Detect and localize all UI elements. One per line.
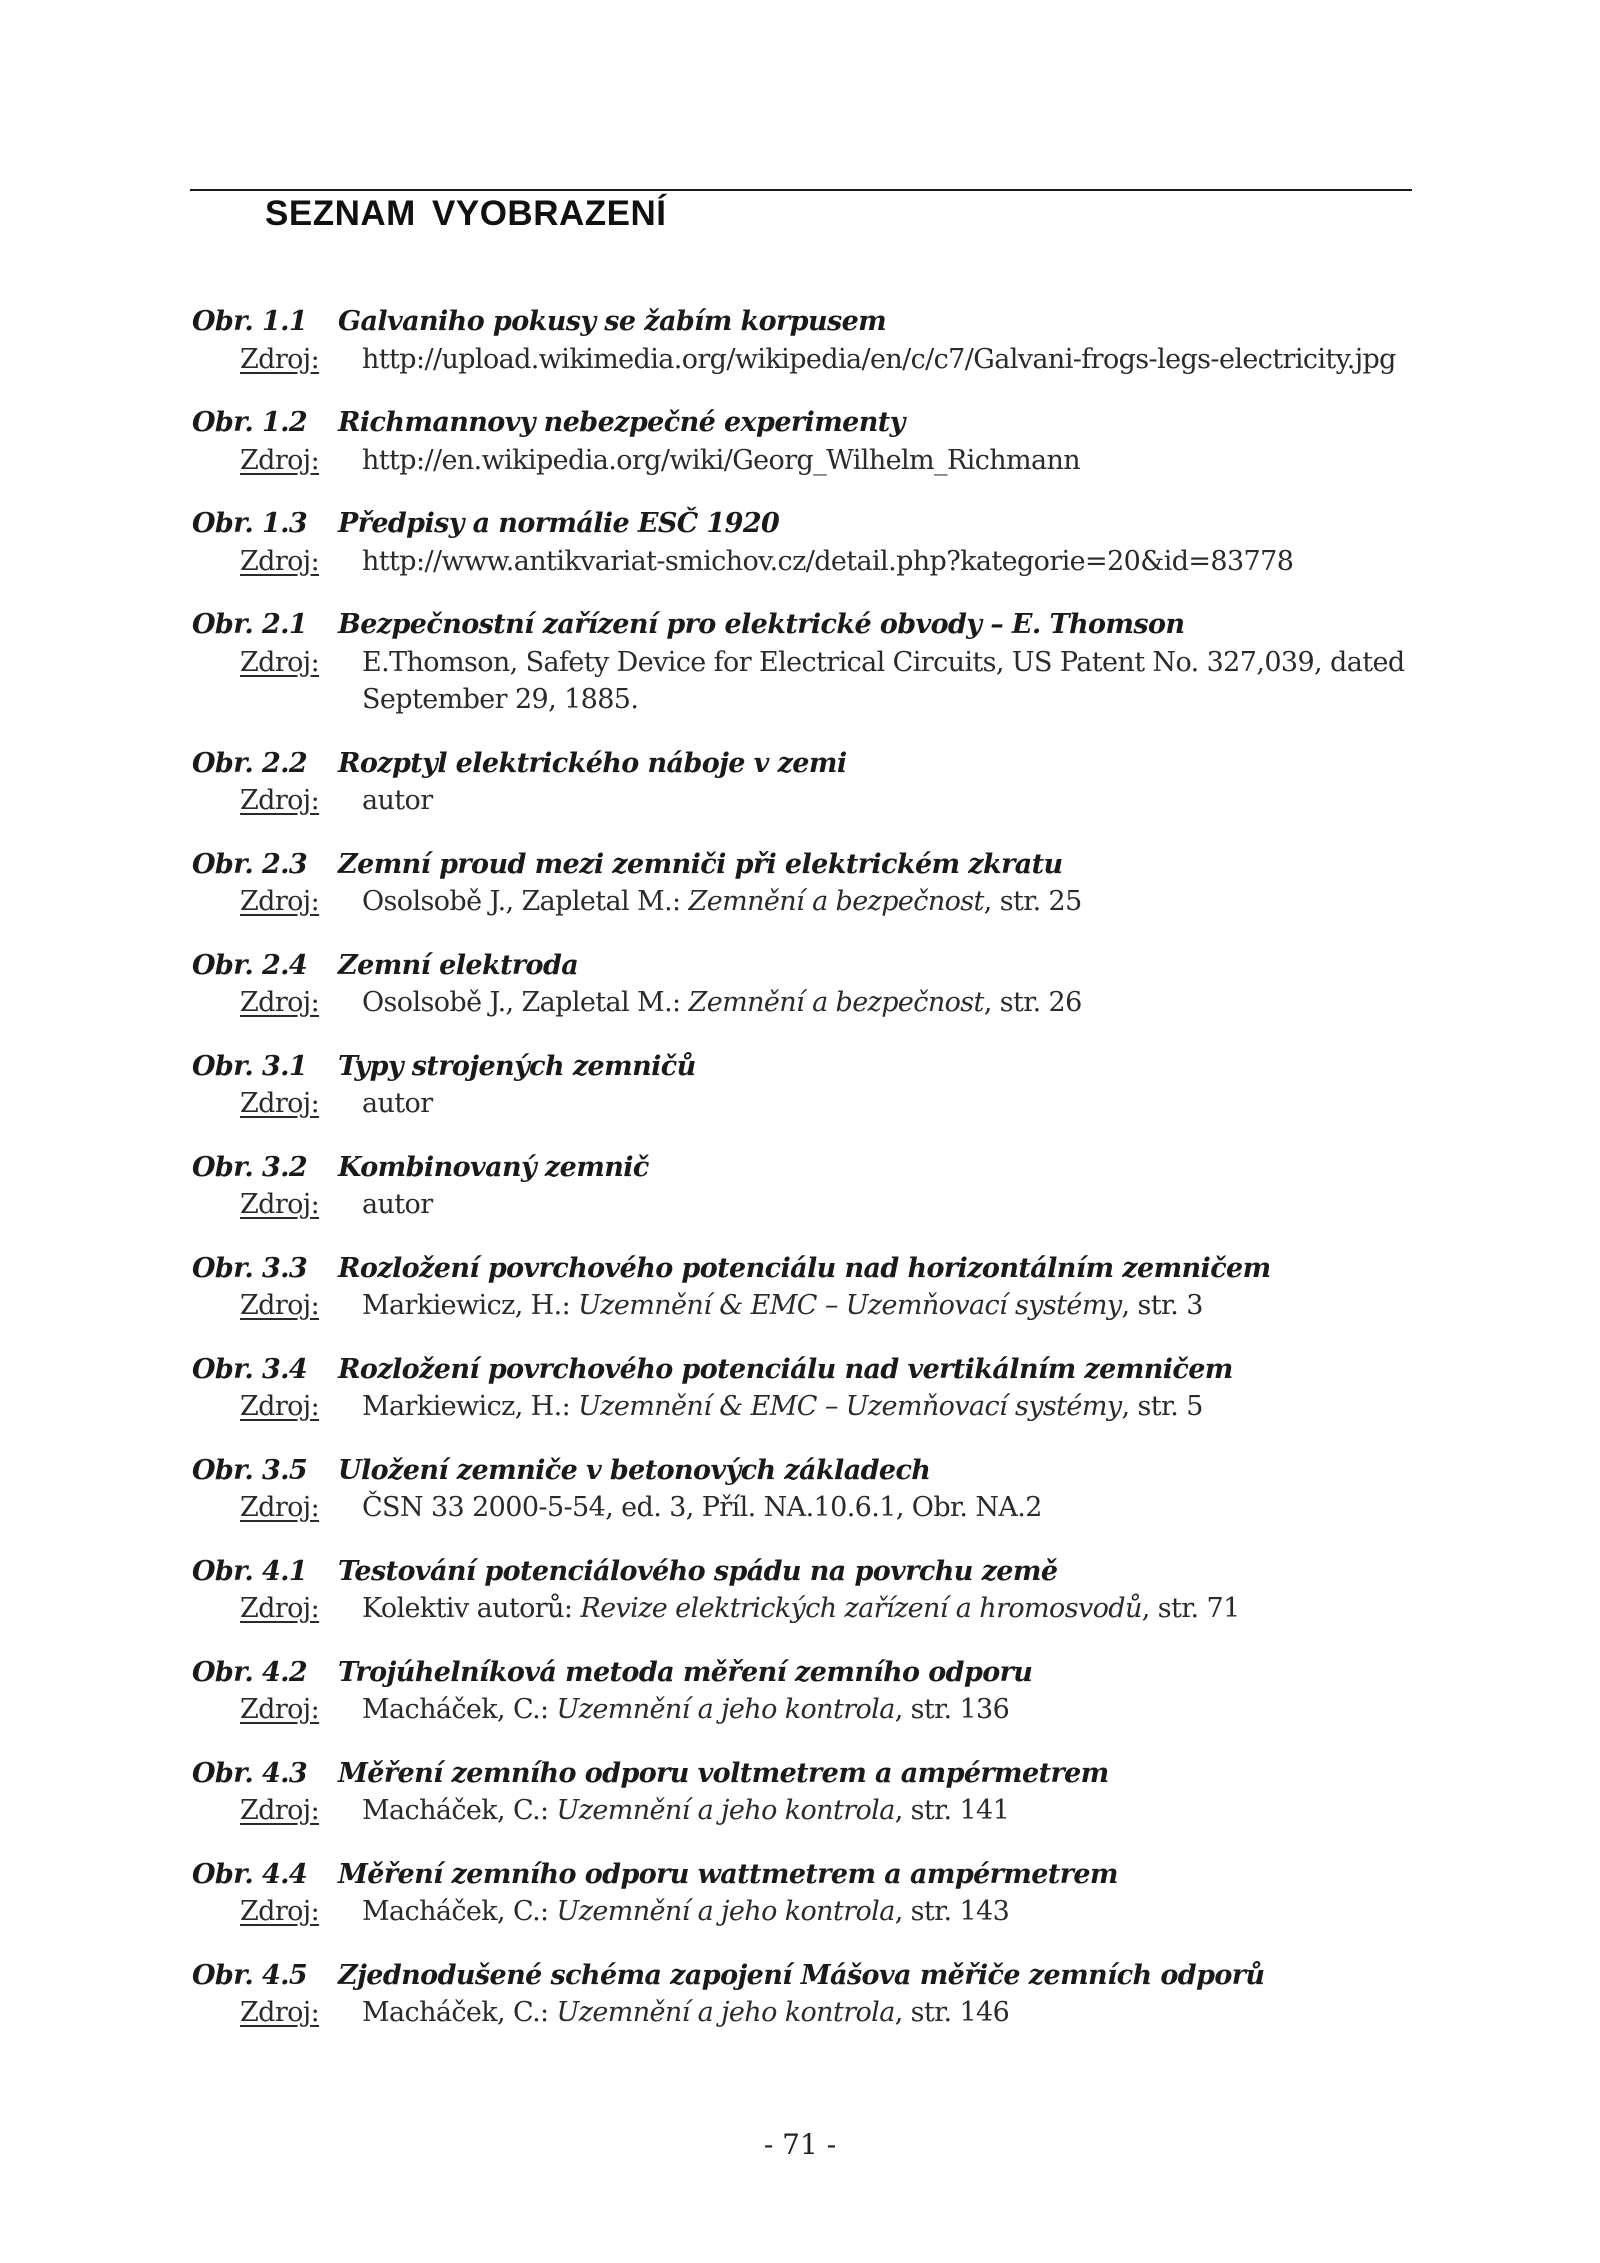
figure-heading [192,1452,1422,1490]
figure-title: Zemní elektroda [338,949,579,981]
figure-entry [192,1452,1422,1527]
figure-title: Bezpečnostní zařízení pro elektrické obvody – E. Thomson [338,609,1185,640]
figure-number: Obr. 4.3 [192,1757,308,1789]
figure-heading [192,1957,1422,1995]
figure-source [192,1994,1422,2032]
source-label: Zdroj: [240,646,320,678]
source-text [362,442,1422,480]
page-number: - 71 - [763,2128,837,2161]
figure-title: Typy strojených zemničů [338,1050,696,1082]
source-text-part: http://upload.wikimedia.org/wikipedia/en/c/c7/Galvani-frogs-legs-electricity.jpg [362,343,1396,375]
figure-source [192,883,1422,921]
figure-entry [192,1553,1422,1628]
figure-entry [192,606,1422,719]
figure-source [192,1590,1422,1628]
source-text-part: http://www.antikvariat-smichov.cz/detail.php?kategorie=20&id=83778 [362,545,1294,577]
figure-heading [192,1755,1422,1793]
figure-number: Obr. 1.1 [192,306,308,337]
figure-heading [192,1654,1422,1692]
figure-number: Obr. 3.4 [192,1353,308,1385]
figure-number: Obr. 3.5 [192,1454,308,1486]
source-text [362,782,1422,820]
figure-heading [192,745,1422,783]
figure-entry [192,947,1422,1022]
source-text [362,984,1422,1022]
figure-number: Obr. 2.4 [192,949,308,981]
source-label: Zdroj: [240,545,320,577]
source-title-italic: Zemnění a bezpečnost [688,987,984,1018]
source-text-part: ČSN 33 2000-5-54, ed. 3, Příl. NA.10.6.1, Obr. NA.2 [362,1492,1042,1523]
source-label: Zdroj: [240,1795,320,1826]
figure-entry [192,1048,1422,1123]
source-text [362,883,1422,921]
figure-heading [192,1149,1422,1187]
figure-number: Obr. 4.4 [192,1858,308,1890]
source-text-part: Macháček, C.: [362,1795,557,1826]
figure-source [192,644,1422,719]
figure-source [192,1085,1422,1123]
figure-entry [192,846,1422,921]
source-label: Zdroj: [240,1896,320,1927]
figure-number: Obr. 3.3 [192,1252,308,1284]
source-title-italic: Uzemnění a jeho kontrola [556,1896,895,1927]
figure-number: Obr. 4.5 [192,1959,308,1991]
source-text-part: Markiewicz, H.: [362,1391,579,1422]
figure-title: Měření zemního odporu voltmetrem a ampérmetrem [338,1757,1109,1789]
figure-heading [192,404,1422,442]
source-text-part: , str. 141 [894,1795,1010,1826]
figure-list [192,303,1422,2058]
figure-source [192,1388,1422,1426]
source-title-italic: Uzemnění & EMC – Uzemňovací systémy [578,1391,1122,1422]
figure-entry [192,1856,1422,1931]
source-text-part: Kolektiv autorů: [362,1593,581,1624]
source-text-part: , str. 71 [1141,1593,1240,1624]
source-text-part: , str. 143 [894,1896,1010,1927]
figure-title: Rozložení povrchového potenciálu nad horizontálním zemničem [338,1252,1271,1284]
source-text [362,1489,1422,1527]
figure-heading [192,505,1422,543]
figure-entry [192,505,1422,580]
source-text-part: autor [362,1189,433,1220]
source-text-part: autor [362,1088,433,1119]
figure-number: Obr. 2.3 [192,848,308,880]
source-text-part: Macháček, C.: [362,1997,557,2028]
source-label: Zdroj: [240,1088,320,1119]
source-text [362,1994,1422,2032]
source-text [362,341,1422,379]
figure-title: Richmannovy nebezpečné experimenty [338,407,905,438]
figure-source [192,543,1422,581]
figure-entry [192,303,1422,378]
source-text-part: , str. 3 [1121,1290,1203,1321]
source-text-part: , str. 25 [983,886,1082,917]
source-text-part: Osolsobě J., Zapletal M.: [362,987,689,1018]
source-text [362,1893,1422,1931]
figure-source [192,782,1422,820]
source-text [362,1085,1422,1123]
source-label: Zdroj: [240,343,320,375]
figure-heading [192,1048,1422,1086]
source-label: Zdroj: [240,1492,320,1523]
source-text [362,1792,1422,1830]
figure-title: Rozložení povrchového potenciálu nad vertikálním zemničem [338,1353,1233,1385]
figure-heading [192,846,1422,884]
figure-source [192,984,1422,1022]
figure-entry [192,1250,1422,1325]
source-text [362,1186,1422,1224]
figure-entry [192,1957,1422,2032]
figure-source [192,442,1422,480]
source-text-part: Macháček, C.: [362,1896,557,1927]
source-label: Zdroj: [240,1593,320,1624]
source-text [362,1287,1422,1325]
source-label: Zdroj: [240,886,320,917]
source-label: Zdroj: [240,444,320,476]
figure-number: Obr. 4.1 [192,1555,308,1587]
source-label: Zdroj: [240,1694,320,1725]
figure-title: Předpisy a normálie ESČ 1920 [338,508,780,539]
figure-number: Obr. 3.1 [192,1050,308,1082]
page-heading: SEZNAM VYOBRAZENÍ [265,194,667,233]
figure-entry [192,745,1422,820]
figure-source [192,1893,1422,1931]
source-title-italic: Uzemnění a jeho kontrola [556,1997,895,2028]
source-text [362,1388,1422,1426]
figure-heading [192,606,1422,644]
figure-heading [192,1351,1422,1389]
figure-entry [192,1351,1422,1426]
figure-number: Obr. 1.3 [192,508,308,539]
source-label: Zdroj: [240,1391,320,1422]
source-text [362,543,1422,581]
figure-title: Testování potenciálového spádu na povrchu země [338,1555,1058,1587]
figure-entry [192,1654,1422,1729]
source-title-italic: Zemnění a bezpečnost [688,886,984,917]
source-text-part: , str. 136 [894,1694,1010,1725]
figure-source [192,1489,1422,1527]
source-text [362,1691,1422,1729]
figure-title: Rozptyl elektrického náboje v zemi [338,747,847,779]
figure-source [192,1691,1422,1729]
source-text-part: Markiewicz, H.: [362,1290,579,1321]
source-label: Zdroj: [240,1997,320,2028]
figure-title: Uložení zemniče v betonových základech [338,1454,931,1486]
figure-title: Měření zemního odporu wattmetrem a ampérmetrem [338,1858,1118,1890]
figure-entry [192,1149,1422,1224]
source-title-italic: Revize elektrických zařízení a hromosvodů [580,1593,1142,1624]
figure-title: Galvaniho pokusy se žabím korpusem [338,306,887,337]
source-text-part: autor [362,785,433,816]
figure-heading [192,947,1422,985]
figure-title: Kombinovaný zemnič [338,1151,649,1183]
figure-heading [192,1250,1422,1288]
source-label: Zdroj: [240,785,320,816]
figure-number: Obr. 2.1 [192,609,308,640]
figure-source [192,1186,1422,1224]
source-label: Zdroj: [240,987,320,1018]
figure-entry [192,1755,1422,1830]
source-title-italic: Uzemnění a jeho kontrola [556,1694,895,1725]
source-text-part: , str. 146 [894,1997,1010,2028]
source-label: Zdroj: [240,1290,320,1321]
figure-number: Obr. 2.2 [192,747,308,779]
source-label: Zdroj: [240,1189,320,1220]
source-text-part: Osolsobě J., Zapletal M.: [362,886,689,917]
source-title-italic: Uzemnění a jeho kontrola [556,1795,895,1826]
figure-entry [192,404,1422,479]
figure-heading [192,1856,1422,1894]
source-text-part: Macháček, C.: [362,1694,557,1725]
figure-number: Obr. 3.2 [192,1151,308,1183]
source-text-part: E.Thomson, Safety Device for Electrical Circuits, US Patent No. 327,039, dated September 29, 1885. [362,646,1405,715]
figure-heading [192,1553,1422,1591]
source-text [362,1590,1422,1628]
figure-heading [192,303,1422,341]
source-text [362,644,1422,719]
figure-number: Obr. 4.2 [192,1656,308,1688]
source-text-part: , str. 26 [983,987,1082,1018]
figure-source [192,1792,1422,1830]
figure-source [192,341,1422,379]
source-title-italic: Uzemnění & EMC – Uzemňovací systémy [578,1290,1122,1321]
figure-source [192,1287,1422,1325]
source-text-part: , str. 5 [1121,1391,1203,1422]
figure-title: Zemní proud mezi zemniči při elektrickém zkratu [338,848,1063,880]
figure-number: Obr. 1.2 [192,407,308,438]
source-text-part: http://en.wikipedia.org/wiki/Georg_Wilhelm_Richmann [362,444,1081,476]
figure-title: Trojúhelníková metoda měření zemního odporu [338,1656,1033,1688]
header-rule [190,189,1412,191]
figure-title: Zjednodušené schéma zapojení Mášova měřiče zemních odporů [338,1959,1265,1991]
